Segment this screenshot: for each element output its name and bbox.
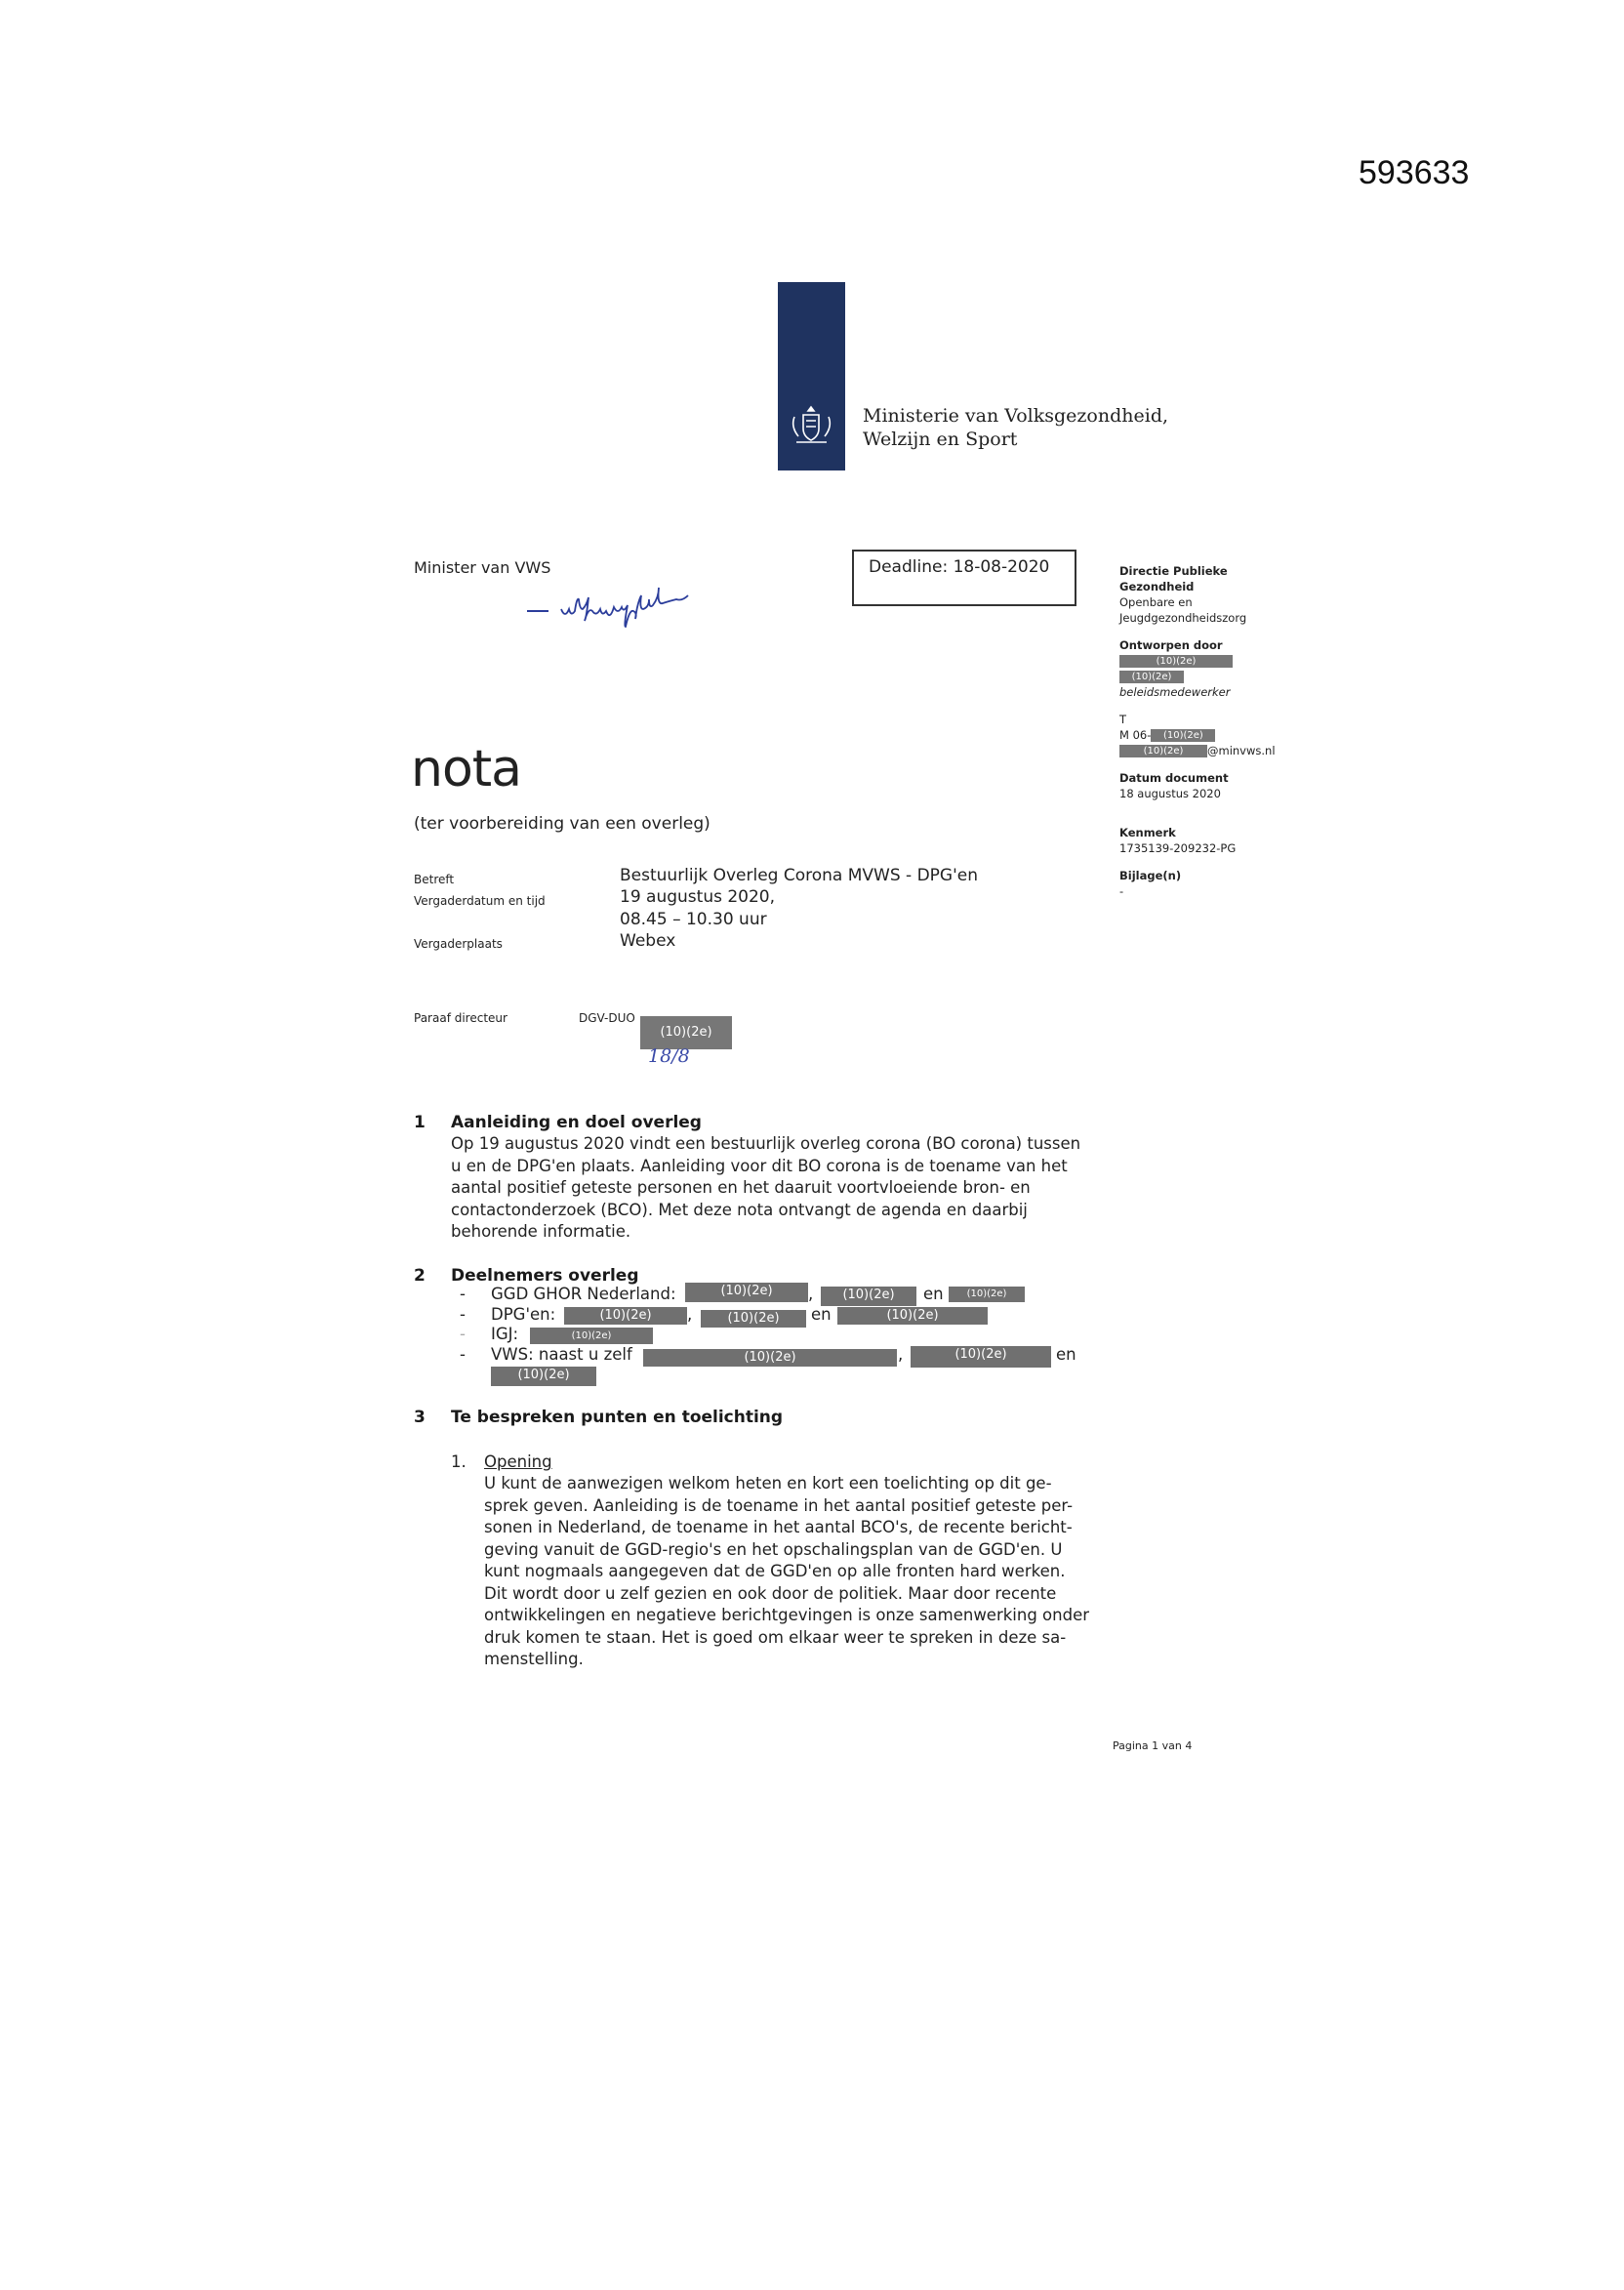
separator-comma: , — [808, 1285, 814, 1303]
author-role: beleidsmedewerker — [1119, 685, 1231, 699]
section-2-number: 2 — [414, 1266, 426, 1286]
kenmerk-label: Kenmerk — [1119, 826, 1176, 839]
sidebar-metadata — [1119, 563, 1315, 899]
section-1-body — [451, 1133, 1080, 1244]
section-1-line: u en de DPG'en plaats. Aanleiding voor dit BO corona is de toename van het — [451, 1156, 1068, 1175]
separator-comma: , — [687, 1305, 693, 1324]
bullet: - — [460, 1305, 466, 1324]
redaction-ggd-3: (10)(2e) — [949, 1287, 1025, 1302]
dpg-label: DPG'en: — [491, 1305, 556, 1324]
separator-en: en — [1056, 1345, 1076, 1364]
item-1-title: Opening — [484, 1452, 552, 1471]
betreft-value: Bestuurlijk Overleg Corona MVWS - DPG'en — [620, 866, 979, 885]
email-suffix: @minvws.nl — [1207, 744, 1276, 757]
item-1-number: 1. — [451, 1452, 467, 1471]
vergaderplaats-label: Vergaderplaats — [414, 937, 503, 951]
phone-label: T — [1119, 713, 1127, 726]
item-1-line: ontwikkelingen en negatieve berichtgevingen is onze samenwerking onder — [484, 1606, 1090, 1624]
redaction-author-name: (10)(2e) — [1119, 671, 1184, 683]
vergaderdatum-value-1: 19 augustus 2020, — [620, 887, 776, 907]
item-1-line: druk komen te staan. Het is goed om elkaar weer te spreken in deze sa- — [484, 1627, 1067, 1647]
section-2-title: Deelnemers overleg — [451, 1266, 639, 1286]
document-number: 593633 — [1359, 154, 1470, 191]
deadline-box: Deadline: 18-08-2020 — [852, 550, 1076, 606]
item-1-line: sonen in Nederland, de toename in het aantal BCO's, de recente bericht- — [484, 1518, 1073, 1536]
vergaderdatum-value-2: 08.45 – 10.30 uur — [620, 910, 767, 929]
directie-line-1: Directie Publieke — [1119, 564, 1228, 578]
redaction-vws-2: (10)(2e) — [911, 1346, 1051, 1368]
datum-value: 18 augustus 2020 — [1119, 787, 1221, 800]
ministry-line-2: Welzijn en Sport — [863, 429, 1018, 450]
bullet: - — [460, 1345, 466, 1364]
redaction-dpg-2: (10)(2e) — [701, 1310, 806, 1328]
vws-label: VWS: naast u zelf — [491, 1345, 632, 1364]
bijlage-label: Bijlage(n) — [1119, 869, 1182, 882]
afdeling-line-2: Jeugdgezondheidszorg — [1119, 611, 1247, 625]
redaction-author: (10)(2e) — [1119, 655, 1233, 668]
separator-comma: , — [898, 1345, 904, 1364]
redaction-ggd-1: (10)(2e) — [685, 1283, 808, 1302]
afdeling-line-1: Openbare en — [1119, 595, 1193, 609]
mobile-label: M 06- — [1119, 728, 1152, 742]
document-subtitle: (ter voorbereiding van een overleg) — [414, 814, 710, 834]
kenmerk-value: 1735139-209232-PG — [1119, 841, 1237, 855]
redaction-ggd-2: (10)(2e) — [821, 1287, 916, 1306]
igj-label: IGJ: — [491, 1325, 519, 1343]
bijlage-value: - — [1119, 884, 1124, 898]
redaction-igj: (10)(2e) — [530, 1328, 653, 1344]
vergaderdatum-label: Vergaderdatum en tijd — [414, 894, 546, 908]
ministry-line-1: Ministerie van Volksgezondheid, — [863, 405, 1169, 427]
item-1-line: kunt nogmaals aangegeven dat de GGD'en op alle fronten hard werken. — [484, 1562, 1066, 1580]
item-1-line: sprek geven. Aanleiding is de toename in het aantal positief geteste per- — [484, 1495, 1074, 1515]
separator-en: en — [811, 1305, 832, 1324]
datum-label: Datum document — [1119, 771, 1229, 785]
redaction-dpg-1: (10)(2e) — [564, 1307, 687, 1325]
redaction-vws-1: (10)(2e) — [643, 1349, 897, 1367]
section-3-title: Te bespreken punten en toelichting — [451, 1408, 784, 1427]
handwritten-date: 18/8 — [648, 1045, 690, 1067]
section-1-title: Aanleiding en doel overleg — [451, 1113, 702, 1132]
item-1-line: U kunt de aanwezigen welkom heten en kort een toelichting op dit ge- — [484, 1474, 1052, 1493]
coat-of-arms-icon — [787, 403, 836, 450]
separator-en: en — [923, 1285, 944, 1303]
section-3-number: 3 — [414, 1408, 426, 1427]
item-1-body — [484, 1473, 1089, 1671]
section-1-line: Op 19 augustus 2020 vindt een bestuurlijk overleg corona (BO corona) tussen — [451, 1134, 1081, 1153]
vergaderplaats-value: Webex — [620, 931, 676, 951]
directie-line-2: Gezondheid — [1119, 580, 1195, 593]
paraaf-value: DGV-DUO — [579, 1011, 635, 1025]
page-number: Pagina 1 van 4 — [1113, 1739, 1193, 1752]
recipient: Minister van VWS — [414, 558, 551, 577]
section-1-line: aantal positief geteste personen en het daaruit voortvloeiende bron- en — [451, 1178, 1031, 1197]
item-1-line: menstelling. — [484, 1650, 584, 1668]
document-title: nota — [411, 740, 522, 798]
betreft-label: Betreft — [414, 873, 455, 886]
bullet: - — [460, 1325, 466, 1343]
bullet: - — [460, 1285, 466, 1303]
redaction-email: (10)(2e) — [1119, 745, 1207, 757]
ministry-name — [863, 404, 1168, 451]
handwritten-annotation — [517, 584, 791, 633]
paraaf-label: Paraaf directeur — [414, 1011, 508, 1025]
redaction-vws-3: (10)(2e) — [491, 1367, 596, 1386]
ontworpen-label: Ontworpen door — [1119, 638, 1223, 652]
section-1-number: 1 — [414, 1113, 426, 1132]
redaction-dpg-3: (10)(2e) — [837, 1307, 988, 1325]
redaction-paraaf: (10)(2e) — [640, 1016, 732, 1049]
redaction-mobile: (10)(2e) — [1151, 729, 1215, 742]
section-1-line: behorende informatie. — [451, 1222, 631, 1241]
item-1-line: Dit wordt door u zelf gezien en ook door de politiek. Maar door recente — [484, 1583, 1057, 1603]
section-1-line: contactonderzoek (BCO). Met deze nota ontvangt de agenda en daarbij — [451, 1200, 1028, 1219]
ggd-label: GGD GHOR Nederland: — [491, 1285, 676, 1303]
item-1-line: geving vanuit de GGD-regio's en het opschalingsplan van de GGD'en. U — [484, 1539, 1063, 1559]
